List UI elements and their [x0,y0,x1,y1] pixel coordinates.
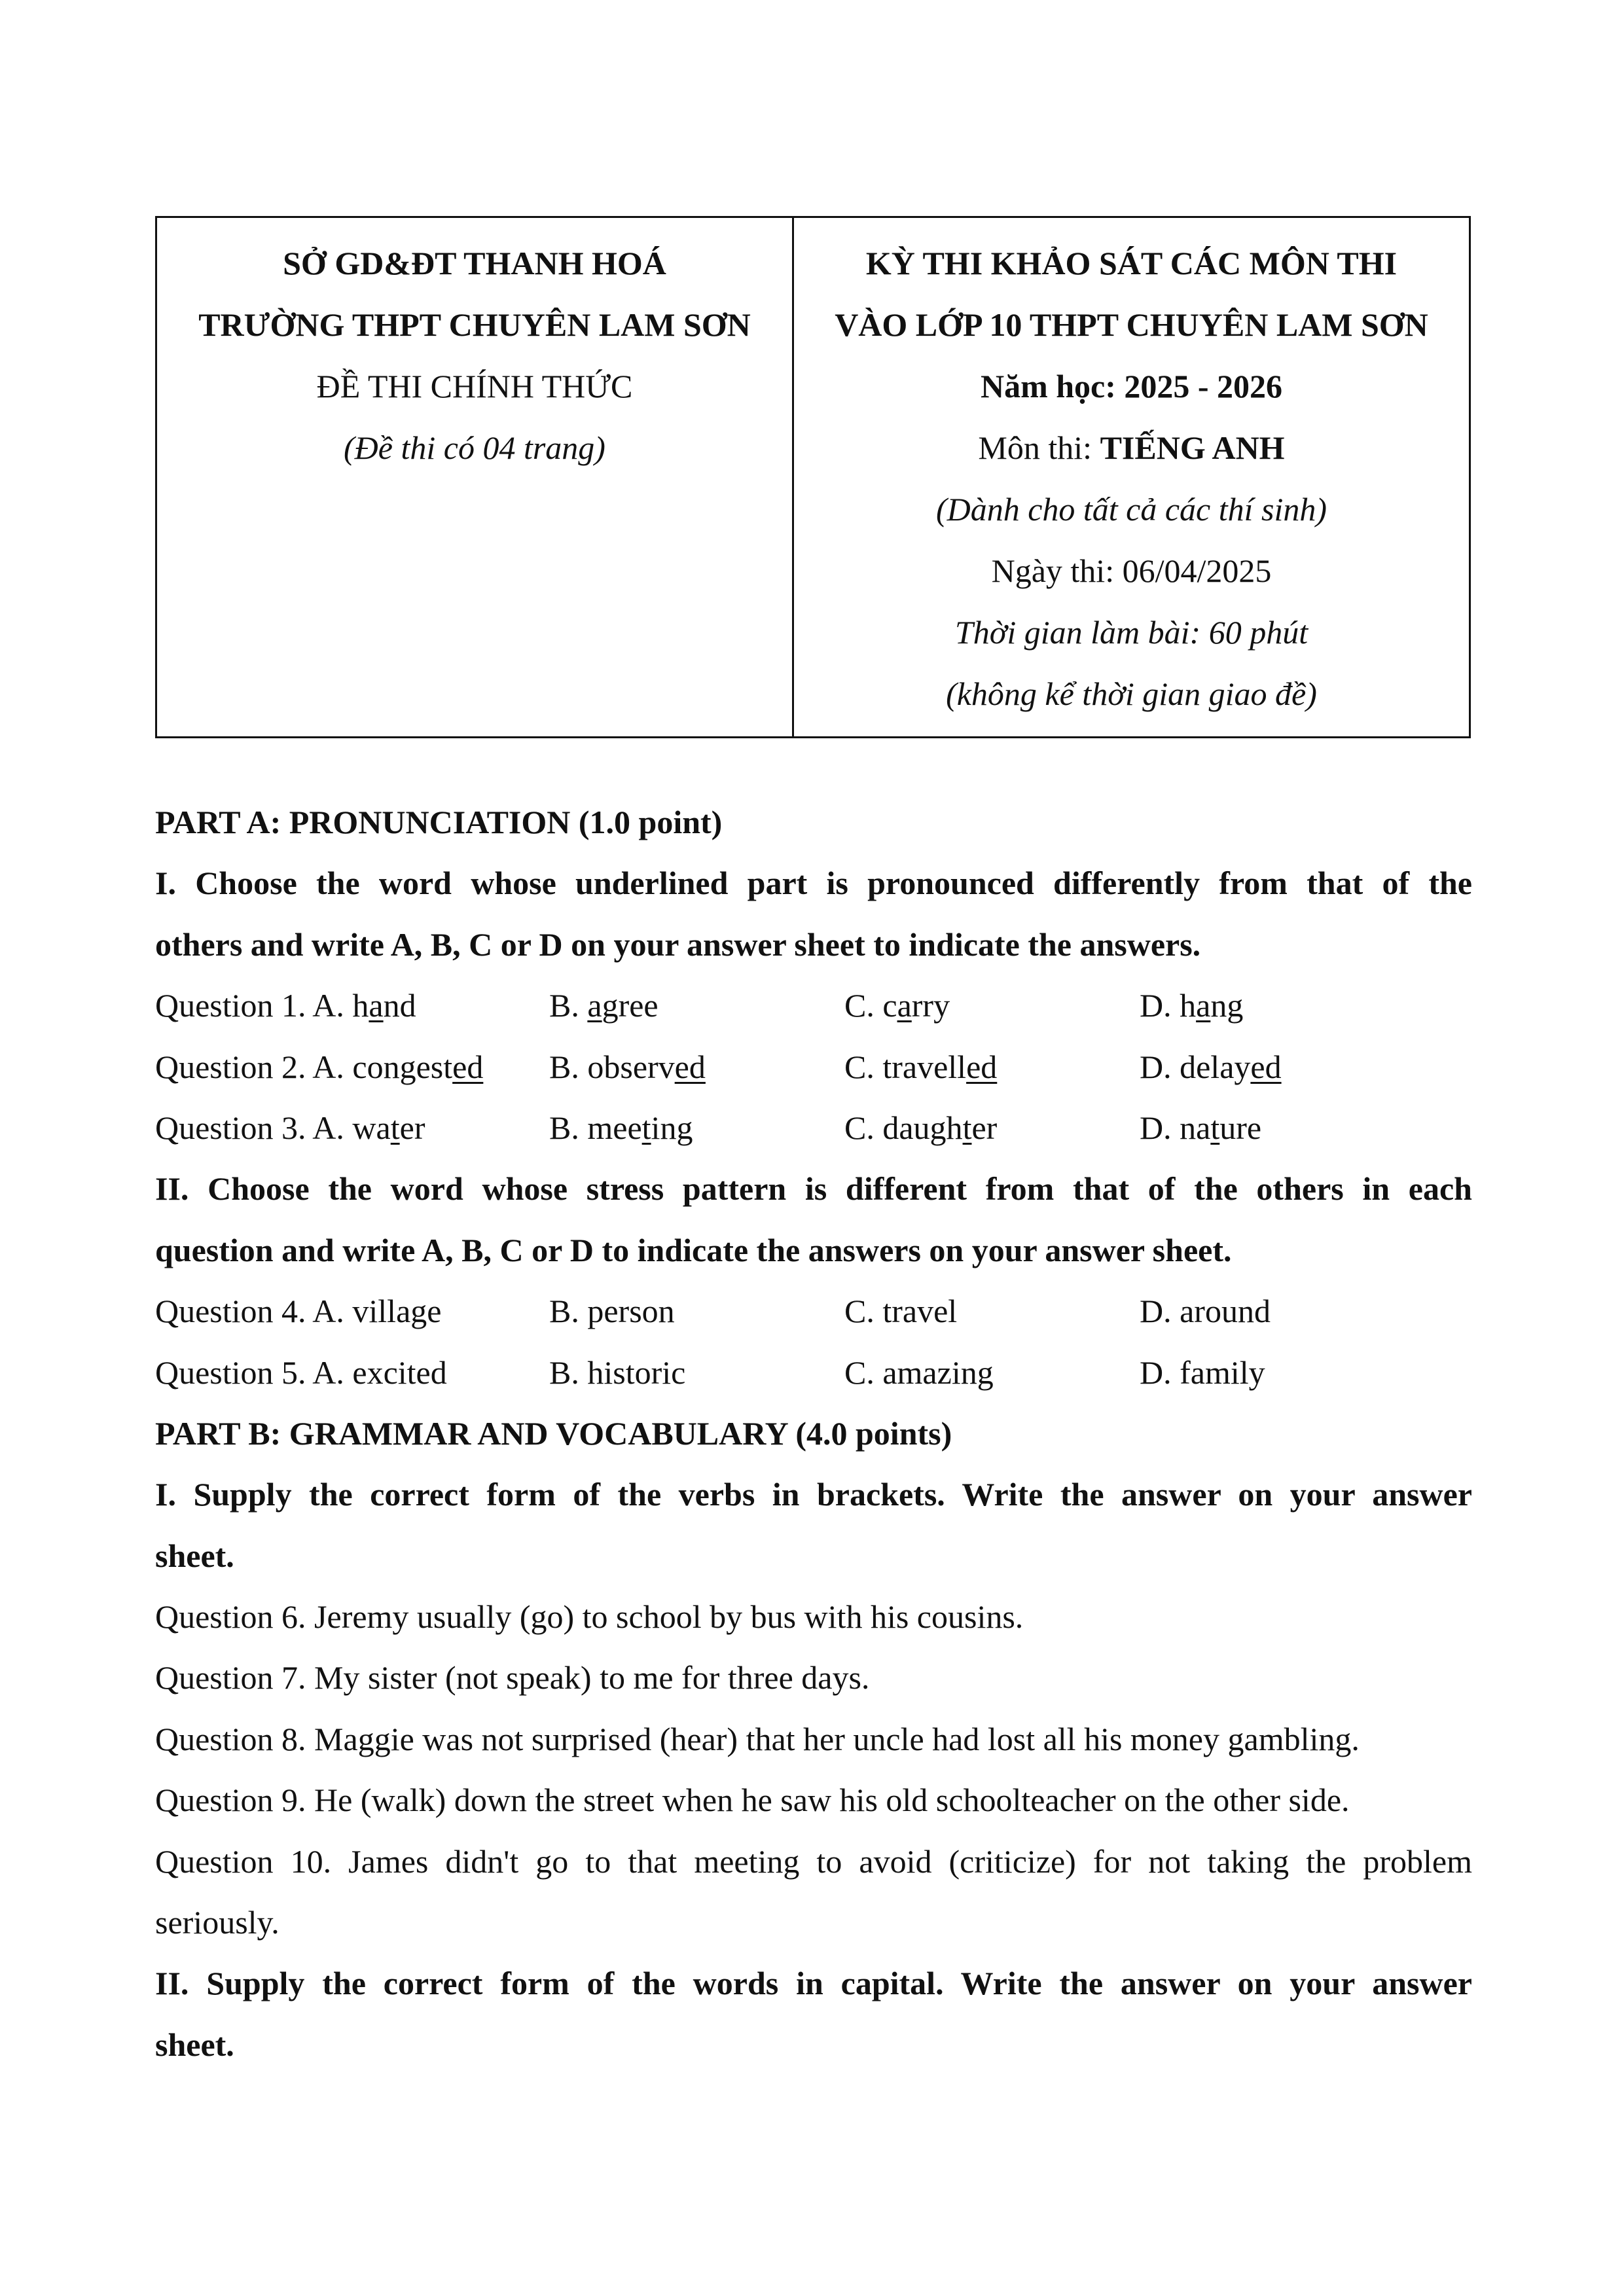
option-a [155,975,549,1036]
exam-header-table [155,216,1471,738]
question-row [155,1098,1472,1158]
question-10-line2: seriously. [155,1904,280,1941]
option-letter: D. [1140,1109,1180,1146]
subject-name: TIẾNG ANH [1100,429,1285,466]
option-letter: D. [1140,1048,1180,1085]
option-b [549,1098,844,1158]
question-9: Question 9. He (walk) down the street when he saw his old schoolteacher on the other side. [155,1782,1350,1819]
option-d [1140,975,1472,1036]
word-part: er [399,1109,425,1146]
word-part: wa [352,1109,391,1146]
part-a-sec2-instruction-2: question and write A, B, C or D to indicate the answers on your answer sheet. [155,1231,1232,1268]
subject-prefix: Môn thi: [978,429,1100,466]
header-left-cell [157,218,794,736]
word-part: h [1180,987,1197,1024]
option-b [549,1037,844,1098]
word-part: ing [651,1109,693,1146]
question-row [155,975,1472,1036]
option-b [549,975,844,1036]
underlined-part: a [1196,987,1211,1024]
word-part: gree [602,987,659,1024]
underlined-part: ed [1250,1048,1282,1085]
school-name: TRƯỜNG THPT CHUYÊN LAM SƠN [198,306,751,343]
department-name: SỞ GD&ĐT THANH HOÁ [283,245,666,281]
option-letter: B. [549,1048,588,1085]
page-count-note: (Đề thi có 04 trang) [344,429,605,466]
audience-note: (Dành cho tất cả các thí sinh) [935,491,1327,528]
option-b: B. person [549,1293,675,1330]
option-letter: B. [549,987,588,1024]
option-letter: C. [844,1109,883,1146]
word-part: congest [352,1048,453,1085]
underlined-part: t [390,1109,400,1146]
question-label: Question 2. A. [155,1048,353,1085]
exam-date: Ngày thi: 06/04/2025 [991,552,1272,589]
underlined-part: ed [452,1048,484,1085]
word-part: delay [1180,1048,1251,1085]
option-letter: C. [844,987,883,1024]
exam-title-line2: VÀO LỚP 10 THPT CHUYÊN LAM SƠN [835,306,1428,343]
word-part: travell [882,1048,967,1085]
question-row [155,1037,1472,1098]
option-a: Question 4. A. village [155,1293,442,1330]
exam-title-line1: KỲ THI KHẢO SÁT CÁC MÔN THI [865,245,1398,281]
option-c [844,975,1140,1036]
part-a-sec1-instruction-2: others and write A, B, C or D on your answer sheet to indicate the answers. [155,925,1201,963]
question-label: Question 1. A. [155,987,353,1024]
underlined-part: t [1210,1109,1220,1146]
question-8: Question 8. Maggie was not surprised (hear) that her uncle had lost all his money gambling. [155,1720,1360,1757]
part-a-heading: PART A: PRONUNCIATION (1.0 point) [155,804,723,840]
word-part: mee [587,1109,642,1146]
question-6: Question 6. Jeremy usually (go) to school by bus with his cousins. [155,1598,1024,1636]
option-a [155,1037,549,1098]
underlined-part: ed [966,1048,998,1085]
part-b-sec2-instruction-1: II. Supply the correct form of the words in capital. Write the answer on your answer [155,1965,1472,2002]
option-d [1140,1037,1472,1098]
word-part: na [1180,1109,1211,1146]
question-row [155,1342,1472,1403]
word-part: er [971,1109,998,1146]
question-label: Question 3. A. [155,1109,353,1146]
part-b-sec1-instruction-1: I. Supply the correct form of the verbs in brackets. Write the answer on your answer [155,1476,1472,1513]
option-c: C. amazing [844,1354,994,1391]
part-a-sec1-instruction-1: I. Choose the word whose underlined part is pronounced differently from that of the [155,865,1472,902]
question-row [155,1281,1472,1342]
part-b-sec1-instruction-2: sheet. [155,1537,234,1574]
underlined-part: t [641,1109,651,1146]
word-part: ng [1210,987,1244,1024]
subject-line [794,417,1469,478]
option-letter: C. [844,1048,883,1085]
exam-duration: Thời gian làm bài: 60 phút [954,614,1308,651]
part-b-sec2-instruction-2: sheet. [155,2026,234,2063]
school-year: Năm học: 2025 - 2026 [980,368,1283,404]
option-d: D. around [1140,1293,1271,1330]
official-exam-label: ĐỀ THI CHÍNH THỨC [316,368,633,404]
word-part: daugh [882,1109,963,1146]
option-letter: B. [549,1109,588,1146]
underlined-part: a [897,987,912,1024]
exam-body [155,792,1472,2075]
part-a-sec2-instruction-1: II. Choose the word whose stress pattern is different from that of the others in each [155,1170,1472,1208]
option-c [844,1037,1140,1098]
option-a: Question 5. A. excited [155,1354,447,1391]
word-part: h [352,987,369,1024]
question-7: Question 7. My sister (not speak) to me for three days. [155,1659,870,1696]
underlined-part: a [587,987,602,1024]
option-d: D. family [1140,1354,1265,1391]
option-d [1140,1098,1472,1158]
option-a [155,1098,549,1158]
option-c [844,1098,1140,1158]
part-b-heading: PART B: GRAMMAR AND VOCABULARY (4.0 points) [155,1414,952,1452]
header-right-cell [794,218,1469,736]
option-c: C. travel [844,1293,958,1330]
duration-note: (không kể thời gian giao đề) [946,675,1317,712]
word-part: nd [383,987,416,1024]
question-10-line1: Question 10. James didn't go to that meeting to avoid (criticize) for not taking the problem [155,1842,1472,1880]
word-part: c [882,987,897,1024]
option-letter: D. [1140,987,1180,1024]
word-part: ure [1219,1109,1262,1146]
underlined-part: t [962,1109,972,1146]
underlined-part: ed [674,1048,706,1085]
word-part: observ [587,1048,675,1085]
word-part: rry [911,987,950,1024]
underlined-part: a [369,987,384,1024]
option-b: B. historic [549,1354,686,1391]
